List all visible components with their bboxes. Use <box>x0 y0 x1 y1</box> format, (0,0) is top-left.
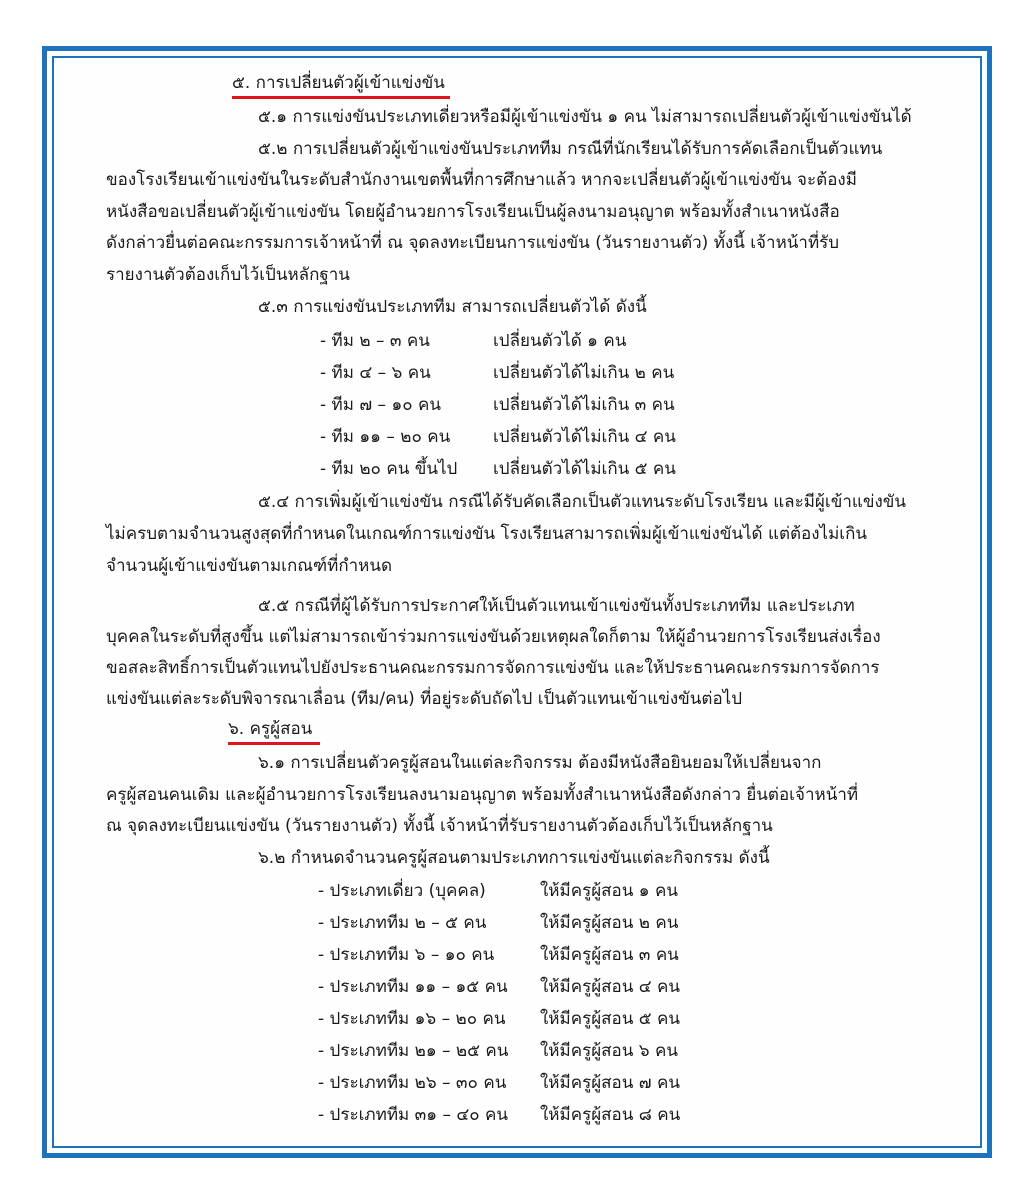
team-list-item-team: - ทีม ๑๑ – ๒๐ คน <box>320 427 451 447</box>
section6-p61-line3: ณ จุดลงทะเบียนแข่งขัน (วันรายงานตัว) ทั้งนี้ เจ้าหน้าที่รับรายงานตัวต้องเก็บไว้เป็นหลักฐาน <box>106 816 773 836</box>
teacher-list-item-rule: ให้มีครูผู้สอน ๕ คน <box>540 1009 681 1029</box>
team-list-item-rule: เปลี่ยนตัวได้ไม่เกิน ๔ คน <box>493 427 676 447</box>
section5-p53: ๕.๓ การแข่งขันประเภททีม สามารถเปลี่ยนตัวได้ ดังนี้ <box>258 297 647 317</box>
team-list-item-rule: เปลี่ยนตัวได้ ๑ คน <box>493 331 627 351</box>
team-list-item-team: - ทีม ๔ – ๖ คน <box>320 363 431 383</box>
teacher-list-item-rule: ให้มีครูผู้สอน ๔ คน <box>540 977 681 997</box>
team-list-item-team: - ทีม ๒๐ คน ขึ้นไป <box>320 459 458 479</box>
section5-p52-line4: ดังกล่าวยื่นต่อคณะกรรมการเจ้าหน้าที่ ณ จุดลงทะเบียนการแข่งขัน (วันรายงานตัว) ทั้งนี้ เจ้าหน้าที่รับ <box>106 233 840 253</box>
teacher-list-item-type: - ประเภททีม ๒๑ – ๒๕ คน <box>318 1041 509 1061</box>
section5-p55-line2: บุคคลในระดับที่สูงขึ้น แต่ไม่สามารถเข้าร่วมการแข่งขันด้วยเหตุผลใดก็ตาม ให้ผู้อำนวยการโรงเรียนส่งเรื่อง <box>106 627 881 647</box>
team-list-item-team: - ทีม ๒ – ๓ คน <box>320 331 430 351</box>
team-list-item-rule: เปลี่ยนตัวได้ไม่เกิน ๕ คน <box>493 459 676 479</box>
section5-p52-line2: ของโรงเรียนเข้าแข่งขันในระดับสำนักงานเขตพื้นที่การศึกษาแล้ว หากจะเปลี่ยนตัวผู้เข้าแข่งขัน จะต้องมี <box>106 170 857 190</box>
section6-p61-line2: ครูผู้สอนคนเดิม และผู้อำนวยการโรงเรียนลงนามอนุญาต พร้อมทั้งสำเนาหนังสือดังกล่าว ยื่นต่อเจ้าหน้าที่ <box>106 785 859 805</box>
teacher-list-item-rule: ให้มีครูผู้สอน ๗ คน <box>540 1073 680 1093</box>
section6-heading-underline <box>228 742 320 745</box>
teacher-list-item-rule: ให้มีครูผู้สอน ๖ คน <box>540 1041 678 1061</box>
section5-p54-line3: จำนวนผู้เข้าแข่งขันตามเกณฑ์ที่กำหนด <box>106 556 393 576</box>
teacher-list-item-rule: ให้มีครูผู้สอน ๓ คน <box>540 945 679 965</box>
teacher-list-item-type: - ประเภททีม ๑๖ – ๒๐ คน <box>318 1009 506 1029</box>
teacher-list-item-type: - ประเภททีม ๖ – ๑๐ คน <box>318 945 495 965</box>
section5-p55-line1: ๕.๕ กรณีที่ผู้ได้รับการประกาศให้เป็นตัวแทนเข้าแข่งขันทั้งประเภททีม และประเภท <box>258 596 855 616</box>
section5-heading: ๕. การเปลี่ยนตัวผู้เข้าแข่งขัน <box>232 73 445 93</box>
section5-heading-underline <box>232 96 450 99</box>
section6-p61-line1: ๖.๑ การเปลี่ยนตัวครูผู้สอนในแต่ละกิจกรรม ต้องมีหนังสือยินยอมให้เปลี่ยนจาก <box>258 753 822 773</box>
teacher-list-item-type: - ประเภททีม ๒๖ – ๓๐ คน <box>318 1073 507 1093</box>
section5-p52-line1: ๕.๒ การเปลี่ยนตัวผู้เข้าแข่งขันประเภททีม กรณีที่นักเรียนได้รับการคัดเลือกเป็นตัวแทน <box>258 139 883 159</box>
team-list-item-team: - ทีม ๗ – ๑๐ คน <box>320 395 442 415</box>
teacher-list-item-type: - ประเภททีม ๒ – ๕ คน <box>318 913 487 933</box>
section5-p51: ๕.๑ การแข่งขันประเภทเดี่ยวหรือมีผู้เข้าแข่งขัน ๑ คน ไม่สามารถเปลี่ยนตัวผู้เข้าแข่งขันได้ <box>258 107 912 127</box>
teacher-list-item-type: - ประเภททีม ๑๑ – ๑๕ คน <box>318 977 508 997</box>
section6-heading: ๖. ครูผู้สอน <box>228 719 313 739</box>
team-list-item-rule: เปลี่ยนตัวได้ไม่เกิน ๓ คน <box>493 395 675 415</box>
section5-p55-line3: ขอสละสิทธิ์การเป็นตัวแทนไปยังประธานคณะกรรมการจัดการแข่งขัน และให้ประธานคณะกรรมการจัดการ <box>106 658 880 678</box>
section5-p54-line1: ๕.๔ การเพิ่มผู้เข้าแข่งขัน กรณีได้รับคัดเลือกเป็นตัวแทนระดับโรงเรียน และมีผู้เข้าแข่งขัน <box>258 492 906 512</box>
section6-p62: ๖.๒ กำหนดจำนวนครูผู้สอนตามประเภทการแข่งขันแต่ละกิจกรรม ดังนี้ <box>258 848 770 868</box>
teacher-list-item-type: - ประเภทเดี่ยว (บุคคล) <box>318 881 486 901</box>
teacher-list-item-rule: ให้มีครูผู้สอน ๒ คน <box>540 913 679 933</box>
teacher-list-item-type: - ประเภททีม ๓๑ – ๔๐ คน <box>318 1105 508 1125</box>
teacher-list-item-rule: ให้มีครูผู้สอน ๘ คน <box>540 1105 681 1125</box>
section5-p54-line2: ไม่ครบตามจำนวนสูงสุดที่กำหนดในเกณฑ์การแข่งขัน โรงเรียนสามารถเพิ่มผู้เข้าแข่งขันได้ แต่ต้องไม่เกิน <box>106 524 868 544</box>
section5-p52-line5: รายงานตัวต้องเก็บไว้เป็นหลักฐาน <box>106 265 350 285</box>
teacher-list-item-rule: ให้มีครูผู้สอน ๑ คน <box>540 881 678 901</box>
team-list-item-rule: เปลี่ยนตัวได้ไม่เกิน ๒ คน <box>493 363 675 383</box>
section5-p52-line3: หนังสือขอเปลี่ยนตัวผู้เข้าแข่งขัน โดยผู้อำนวยการโรงเรียนเป็นผู้ลงนามอนุญาต พร้อมทั้งสำเนาหนังสือ <box>106 202 840 222</box>
section5-p55-line4: แข่งขันแต่ละระดับพิจารณาเลื่อน (ทีม/คน) ที่อยู่ระดับถัดไป เป็นตัวแทนเข้าแข่งขันต่อไป <box>106 689 743 709</box>
